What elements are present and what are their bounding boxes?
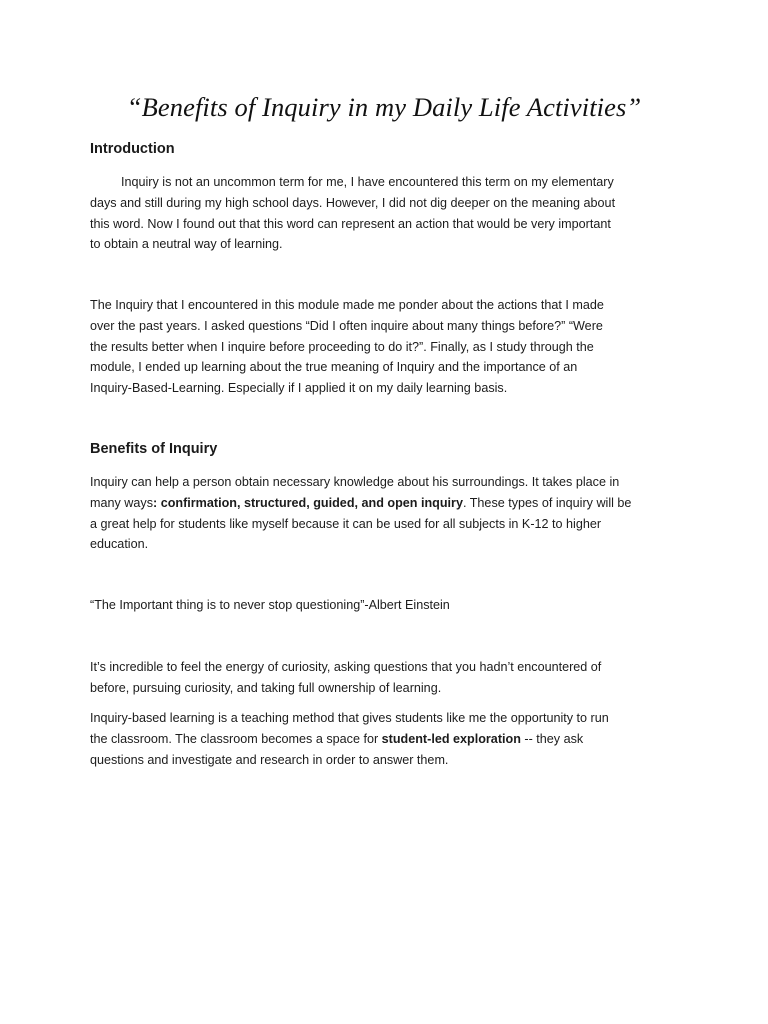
- text-run: many ways: [90, 495, 153, 510]
- text-line: Inquiry-Based-Learning. Especially if I applied it on my daily learning basis.: [90, 381, 508, 396]
- text-line: It’s incredible to feel the energy of curiosity, asking questions that you hadn’t encountered of: [90, 660, 602, 674]
- text-line: Inquiry is not an uncommon term for me, I have encountered this term on my elementary: [121, 175, 614, 189]
- text-line: questions and investigate and research in order to answer them.: [90, 752, 449, 767]
- benefits-paragraph-1: [90, 472, 690, 555]
- introduction-paragraph-2: [90, 295, 690, 399]
- introduction-paragraph-1: [90, 172, 690, 255]
- text-line: the results better when I inquire before proceeding to do it?”. Finally, as I study through the: [90, 339, 594, 354]
- text-line: [90, 729, 690, 750]
- inquiry-types-bold: : confirmation, structured, guided, and open inquiry: [153, 495, 463, 510]
- text-line: education.: [90, 537, 149, 552]
- text-line: Inquiry-based learning is a teaching method that gives students like me the opportunity to run: [90, 711, 609, 725]
- text-run: -- they ask: [520, 731, 584, 746]
- text-line: to obtain a neutral way of learning.: [90, 237, 283, 252]
- introduction-heading: Introduction: [90, 141, 175, 157]
- text-line: this word. Now I found out that this word can represent an action that would be very important: [90, 216, 611, 231]
- einstein-quote: [90, 595, 690, 616]
- text-line: days and still during my high school days. However, I did not dig deeper on the meaning about: [90, 195, 616, 210]
- text-line: Inquiry can help a person obtain necessary knowledge about his surroundings. It takes place in: [90, 475, 620, 489]
- text-line: The Inquiry that I encountered in this module made me ponder about the actions that I made: [90, 298, 604, 312]
- text-line: before, pursuing curiosity, and taking full ownership of learning.: [90, 680, 442, 695]
- text-line: module, I ended up learning about the true meaning of Inquiry and the importance of an: [90, 360, 578, 375]
- text-run: . These types of inquiry will be: [462, 495, 632, 510]
- text-run: the classroom. The classroom becomes a space for: [90, 731, 382, 746]
- quote-text: “The Important thing is to never stop questioning”-Albert Einstein: [90, 598, 450, 612]
- text-line: a great help for students like myself because it can be used for all subjects in K-12 to higher: [90, 516, 602, 531]
- document-title: “Benefits of Inquiry in my Daily Life Activities”: [126, 92, 642, 122]
- text-line: [90, 493, 690, 514]
- text-line: over the past years. I asked questions “Did I often inquire about many things before?” “Were: [90, 318, 603, 333]
- benefits-paragraph-3: [90, 708, 690, 770]
- benefits-heading: Benefits of Inquiry: [90, 441, 218, 457]
- student-led-exploration-bold: student-led exploration: [381, 731, 521, 746]
- benefits-paragraph-2: [90, 657, 690, 699]
